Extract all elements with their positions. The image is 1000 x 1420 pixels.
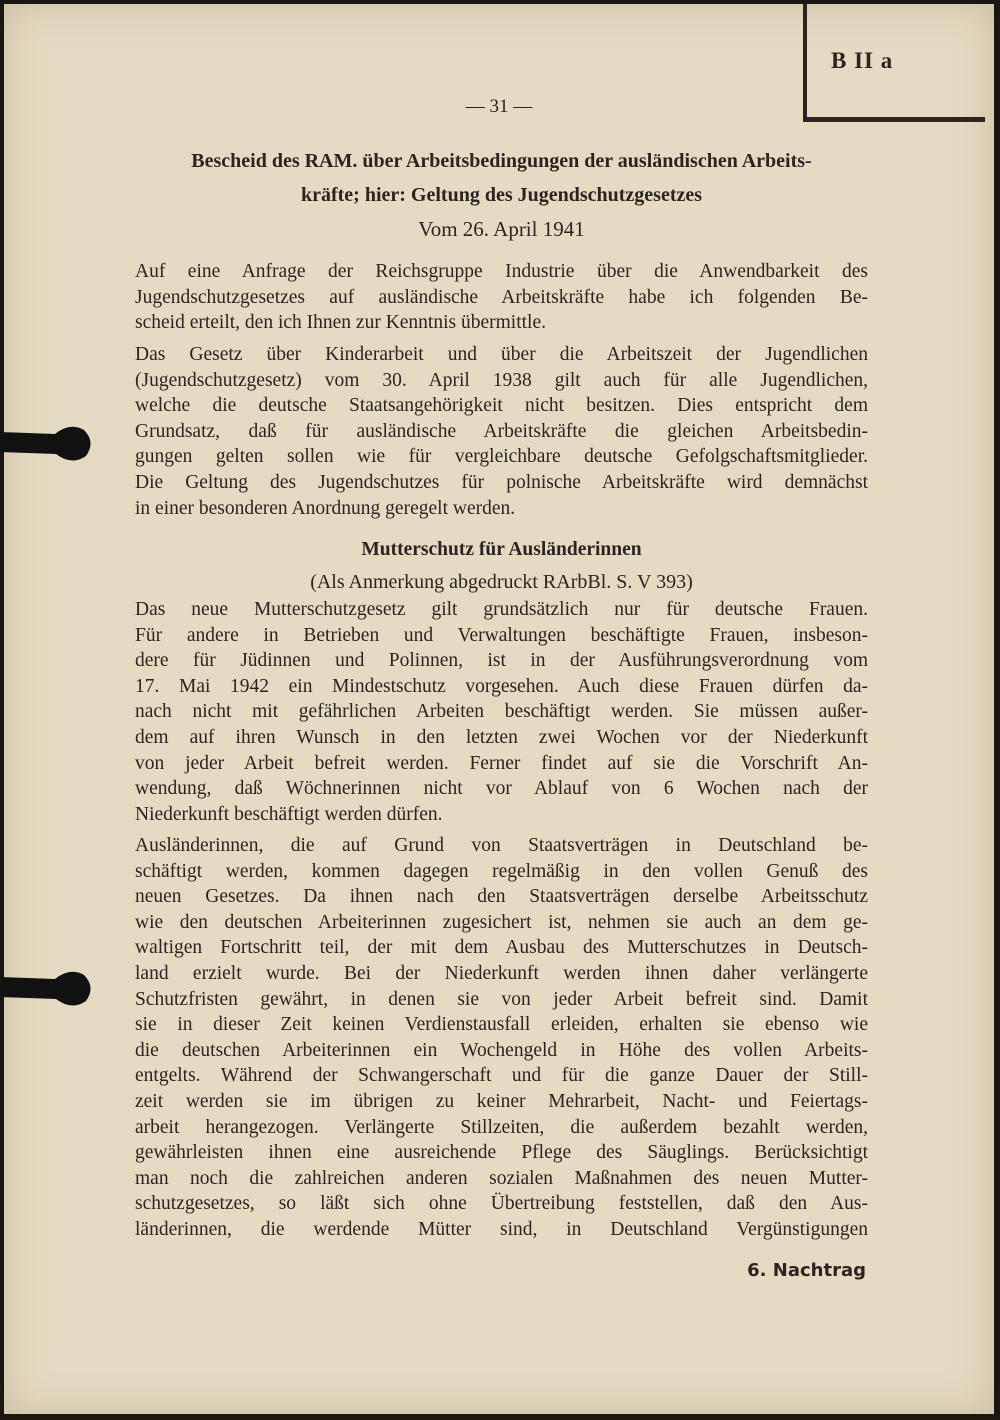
paragraph-line: dere für Jüdinnen und Polinnen, ist in der Ausführungsverordnung vom — [135, 650, 868, 672]
paragraph-line: Auf eine Anfrage der Reichsgruppe Industrie über die Anwendbarkeit des — [135, 261, 868, 282]
paragraph-line: länderinnen, die werdende Mütter sind, in Deutschland Vergünstigungen — [135, 1219, 868, 1240]
paragraph-line: land erzielt wurde. Bei der Niederkunft werden ihnen daher verlängerte — [135, 963, 868, 984]
document-page — [4, 4, 994, 1414]
corner-box-border — [803, 117, 985, 122]
document-date: Vom 26. April 1941 — [418, 217, 585, 241]
document-title-line: kräfte; hier: Geltung des Jugendschutzgesetzes — [300, 184, 703, 206]
paragraph-line: scheid erteilt, den ich Ihnen zur Kenntnis übermittle. — [135, 312, 546, 334]
supplement-label: 6. Nachtrag — [747, 1260, 866, 1281]
paragraph-line: schäftigt werden, kommen dagegen regelmäßig in den vollen Genuß des — [135, 860, 868, 882]
paragraph-line: von jeder Arbeit befreit werden. Ferner findet auf sie die Vorschrift An- — [135, 752, 868, 774]
paragraph-line: wie den deutschen Arbeiterinnen zugesichert ist, nehmen sie auch an dem ge- — [135, 911, 868, 933]
paragraph-line: Das Gesetz über Kinderarbeit und über die Arbeitszeit der Jugendlichen — [135, 344, 868, 365]
page-number: — 31 — — [465, 96, 533, 117]
binder-hole-mark — [0, 965, 96, 1011]
paragraph-line: gungen gelten sollen wie für vergleichbare deutsche Gefolgschaftsmitglieder. — [135, 446, 868, 468]
paragraph-line: Das neue Mutterschutzgesetz gilt grundsätzlich nur für deutsche Frauen. — [135, 599, 868, 620]
paragraph-line: (Jugendschutzgesetz) vom 30. April 1938 gilt auch für alle Jugendlichen, — [135, 369, 868, 391]
binder-hole-mark — [0, 420, 96, 466]
document-title-line: Bescheid des RAM. über Arbeitsbedingungen der ausländischen Arbeits- — [191, 150, 812, 172]
paragraph-line: man noch die zahlreichen anderen sozialen Maßnahmen des neuen Mutter- — [135, 1167, 868, 1189]
paragraph-line: die deutschen Arbeiterinnen ein Wochengeld in Höhe des vollen Arbeits- — [135, 1039, 868, 1061]
section-label: B II a — [831, 48, 894, 73]
paragraph-line: Ausländerinnen, die auf Grund von Staatsverträgen in Deutschland be- — [135, 835, 868, 856]
paragraph-line: dem auf ihren Wunsch in den letzten zwei Wochen vor der Niederkunft — [135, 727, 868, 748]
paragraph-line: sie in dieser Zeit keinen Verdienstausfall erleiden, erhalten sie ebenso wie — [135, 1014, 868, 1036]
paragraph-line: in einer besonderen Anordnung geregelt werden. — [135, 497, 516, 519]
section-heading: Mutterschutz für Ausländerinnen — [361, 539, 642, 560]
paragraph-line: 17. Mai 1942 ein Mindestschutz vorgesehen. Auch diese Frauen dürfen da- — [135, 675, 868, 697]
paragraph-line: arbeit herangezogen. Verlängerte Stillzeiten, die außerdem bezahlt werden, — [135, 1116, 868, 1138]
paragraph-line: entgelts. Während der Schwangerschaft und für die ganze Dauer der Still- — [135, 1065, 868, 1087]
paragraph-line: welche die deutsche Staatsangehörigkeit nicht besitzen. Dies entspricht dem — [135, 395, 868, 417]
section-subheading: (Als Anmerkung abgedruckt RArbBl. S. V 393) — [310, 571, 693, 593]
paragraph-line: Jugendschutzgesetzes auf ausländische Arbeitskräfte habe ich folgenden Be- — [135, 286, 868, 308]
paragraph-line: Für andere in Betrieben und Verwaltungen beschäftigte Frauen, insbeson- — [135, 624, 868, 646]
paragraph-line: wendung, daß Wöchnerinnen nicht vor Ablauf von 6 Wochen nach der — [135, 778, 868, 800]
paragraph-line: Niederkunft beschäftigt werden dürfen. — [135, 803, 443, 825]
paragraph-line: zeit werden sie im übrigen zu keiner Mehrarbeit, Nacht- und Feiertags- — [135, 1091, 868, 1112]
paragraph-line: neuen Gesetzes. Da ihnen nach den Staatsverträgen derselbe Arbeitsschutz — [135, 886, 868, 908]
paragraph-line: schutzgesetzes, so läßt sich ohne Übertreibung feststellen, daß den Aus- — [135, 1193, 868, 1215]
paragraph-line: waltigen Fortschritt teil, der mit dem Ausbau des Mutterschutzes in Deutsch- — [135, 937, 868, 959]
paragraph-line: gewährleisten ihnen eine ausreichende Pflege des Säuglings. Berücksichtigt — [135, 1142, 868, 1164]
paragraph-line: nach nicht mit gefährlichen Arbeiten beschäftigt werden. Sie müssen außer- — [135, 701, 868, 723]
paragraph-line: Die Geltung des Jugendschutzes für polnische Arbeitskräfte wird demnächst — [135, 472, 868, 493]
paragraph-line: Grundsatz, daß für ausländische Arbeitskräfte die gleichen Arbeitsbedin- — [135, 420, 868, 442]
corner-box-border — [803, 4, 807, 120]
paragraph-line: Schutzfristen gewährt, in denen sie von jeder Arbeit befreit sind. Damit — [135, 988, 868, 1010]
